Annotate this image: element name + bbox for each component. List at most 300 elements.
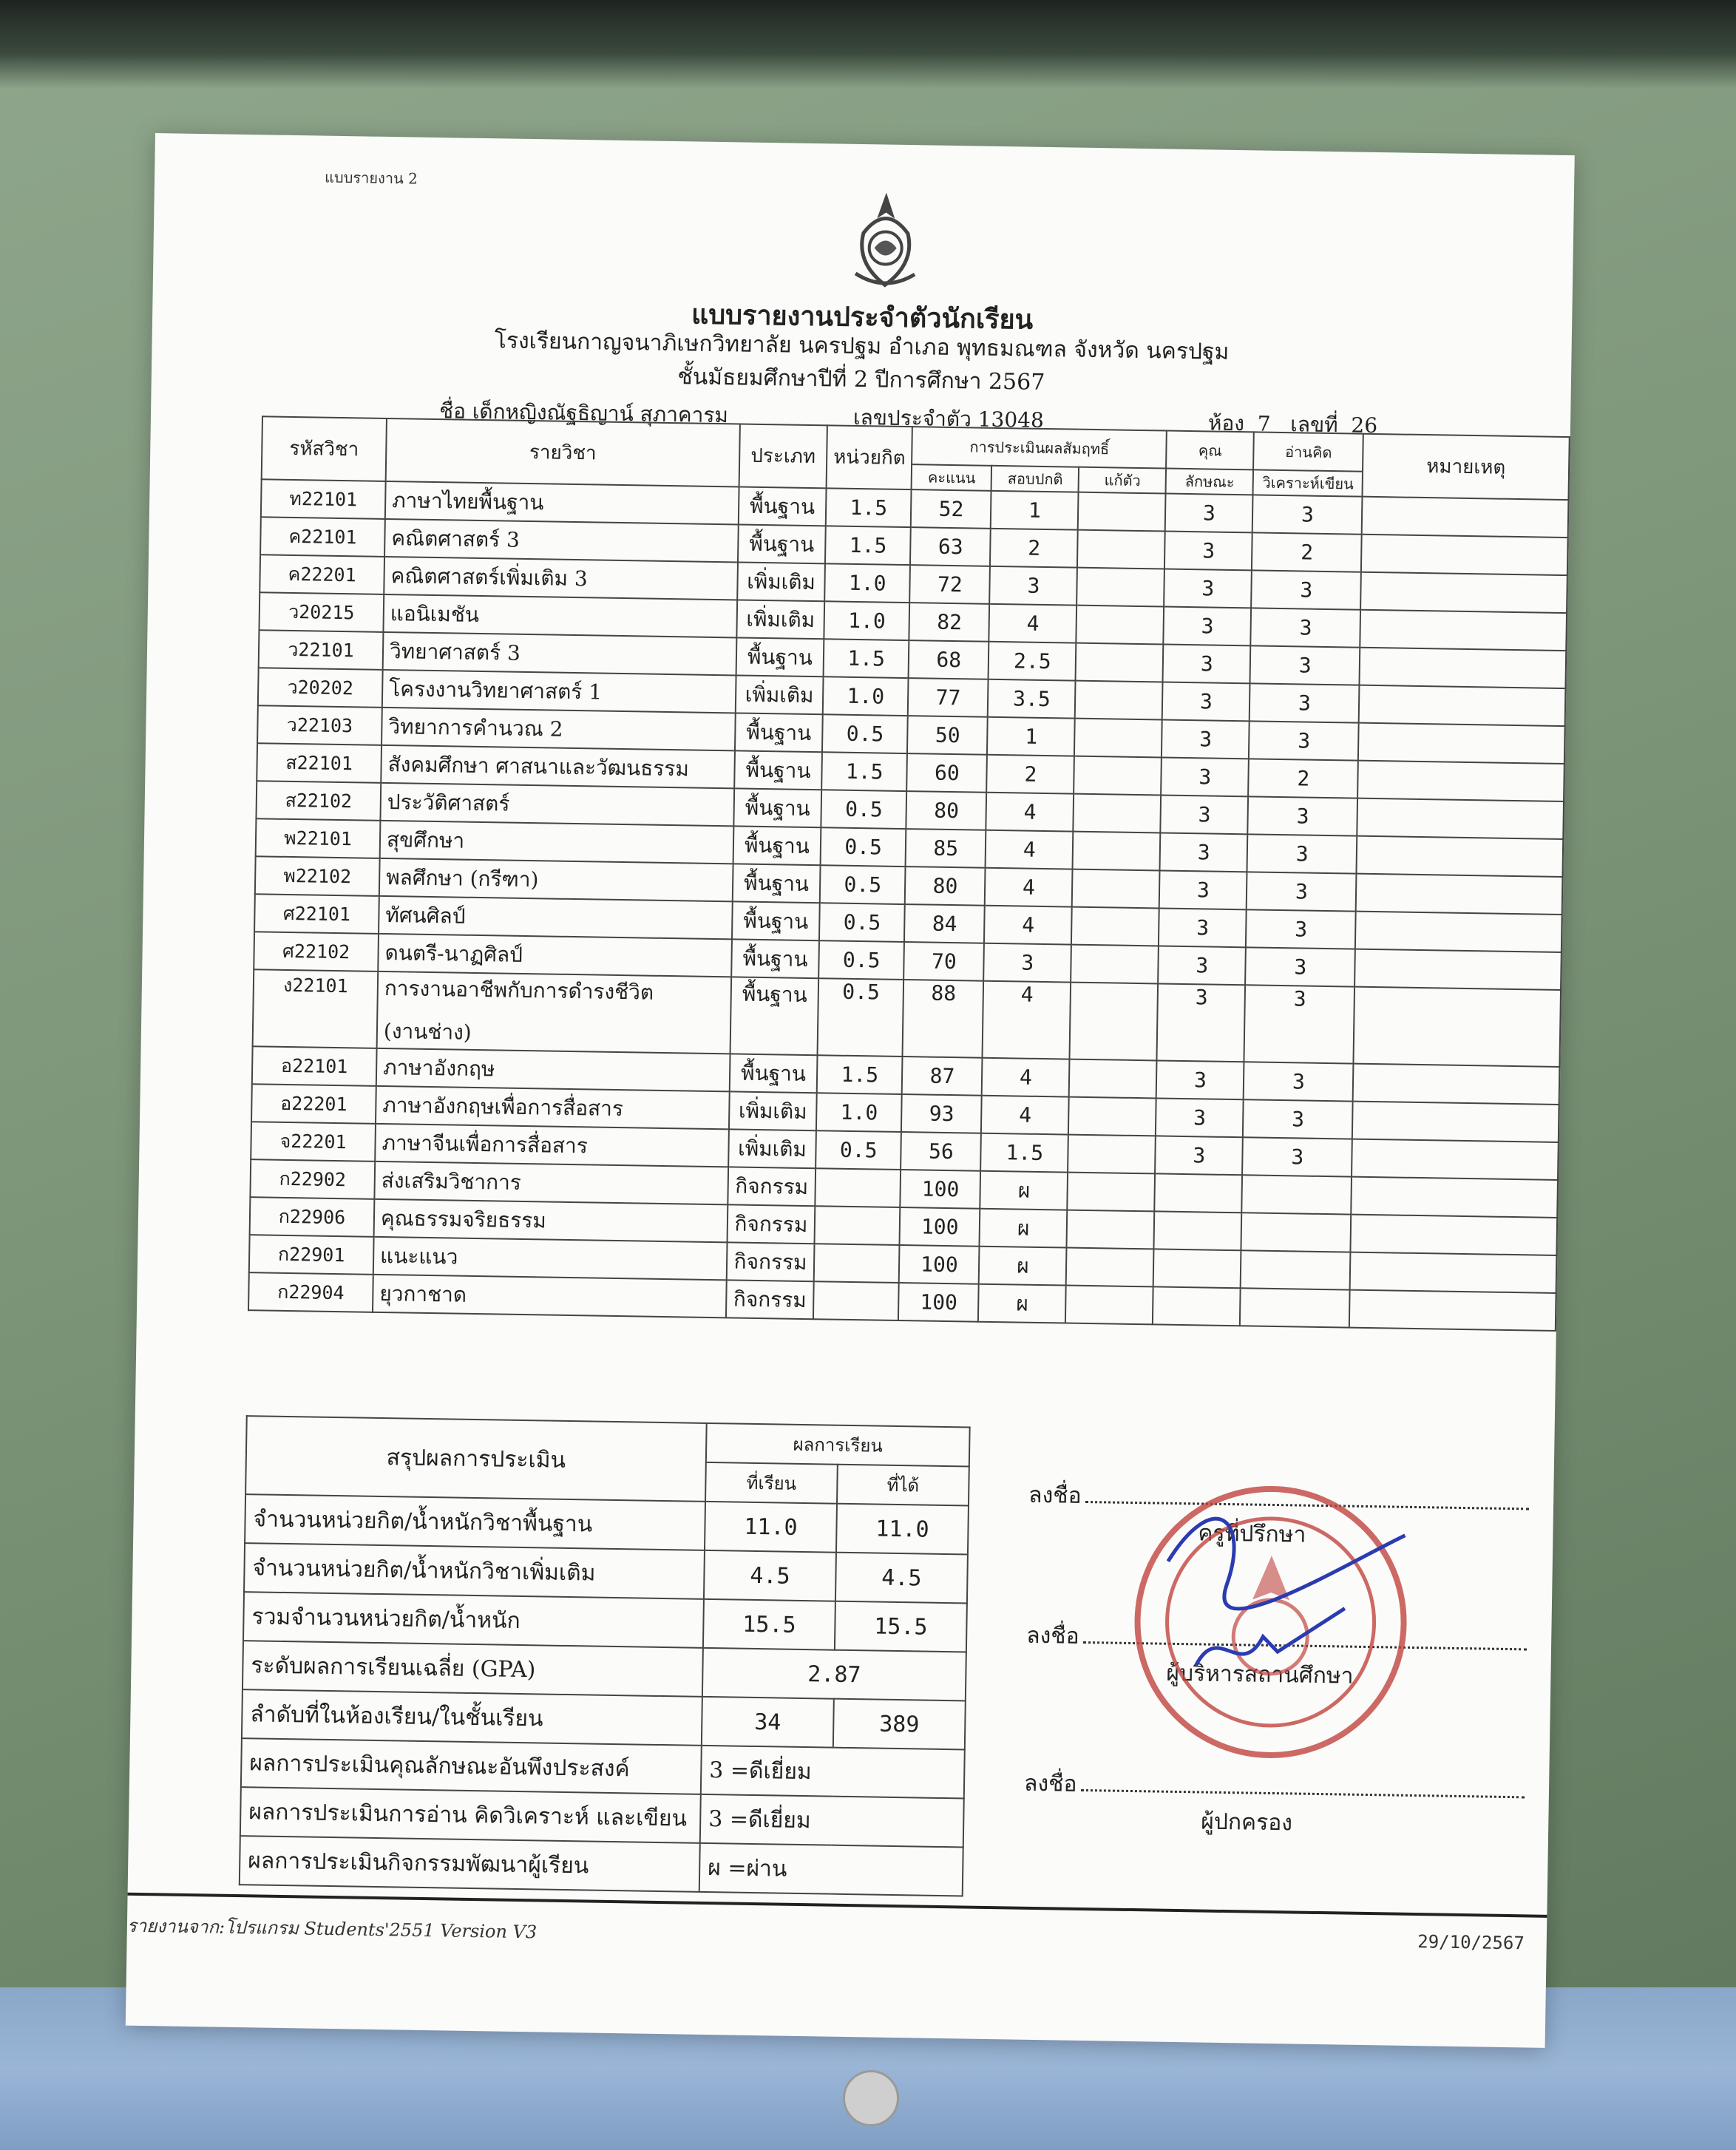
rank-room: 34 <box>702 1697 834 1748</box>
col-score: คะแนน <box>912 464 992 491</box>
cell-remark <box>1352 1102 1559 1142</box>
cell-retest <box>1071 907 1159 946</box>
cell-read: 2 <box>1252 532 1362 572</box>
col-read: วิเคราะห์เขียน <box>1253 469 1363 496</box>
extra-earned: 4.5 <box>835 1553 968 1604</box>
cell-read: 3 <box>1244 1062 1354 1101</box>
cell-code: ค22101 <box>260 517 385 557</box>
cell-retest <box>1068 1135 1156 1174</box>
cell-code: ก22902 <box>250 1159 375 1199</box>
cell-credits: 0.5 <box>816 1130 901 1170</box>
basic-earned: 11.0 <box>836 1504 969 1555</box>
cell-subject <box>376 1048 730 1092</box>
cell-remark <box>1350 1252 1556 1293</box>
total-label: รวมจำนวนหน่วยกิต/น้ำหนัก <box>243 1592 704 1648</box>
cell-type: พื้นฐาน <box>736 637 824 676</box>
cell-code: ว22103 <box>257 705 382 745</box>
rank-label: ลำดับที่ในห้องเรียน/ในชั้นเรียน <box>242 1689 702 1746</box>
cell-read: 3 <box>1247 872 1357 911</box>
cell-score: 80 <box>906 791 987 830</box>
cell-read: 3 <box>1243 1099 1353 1139</box>
cell-score: 63 <box>910 527 991 566</box>
cell-char: 3 <box>1155 1136 1243 1175</box>
cell-score: 88 <box>903 980 984 1058</box>
cell-score: 87 <box>902 1057 983 1096</box>
cell-grade: 3.5 <box>988 679 1076 719</box>
cell-score: 100 <box>898 1283 979 1322</box>
cell-type: พื้นฐาน <box>731 939 819 978</box>
subject-line-1: วิทยาการคำนวณ 2 <box>388 713 563 742</box>
cell-type: พื้นฐาน <box>733 864 821 903</box>
cell-retest <box>1072 869 1160 909</box>
cell-read: 3 <box>1246 909 1356 949</box>
cell-char <box>1154 1211 1242 1250</box>
basic-label: จำนวนหน่วยกิต/น้ำหนักวิชาพื้นฐาน <box>245 1494 705 1550</box>
cell-type: กิจกรรม <box>728 1204 816 1244</box>
cell-score: 68 <box>909 640 989 679</box>
cell-subject <box>379 858 733 902</box>
cell-char: 3 <box>1162 719 1250 759</box>
cell-subject <box>377 971 732 1054</box>
cell-char: 3 <box>1160 832 1248 872</box>
cell-remark <box>1361 535 1567 575</box>
cell-score: 82 <box>909 603 990 642</box>
subject-line-1: ภาษาอังกฤษ <box>382 1054 495 1081</box>
cell-read: 3 <box>1244 985 1355 1063</box>
parent-sign-line <box>1024 1766 1525 1809</box>
cell-grade: 4 <box>985 868 1073 907</box>
subject-line-1: คุณธรรมจริยธรรม <box>380 1205 547 1232</box>
cell-subject <box>381 745 735 789</box>
cell-code: ส22102 <box>256 781 381 821</box>
cell-score: 70 <box>904 942 985 981</box>
cell-grade: ผ <box>978 1284 1066 1323</box>
cell-score: 60 <box>907 753 988 793</box>
cell-subject <box>379 896 733 940</box>
cell-read: 3 <box>1248 796 1358 835</box>
cell-grade: 1.5 <box>980 1133 1068 1173</box>
col-retest: แก้ตัว <box>1079 467 1167 494</box>
cell-credits: 0.5 <box>820 865 906 904</box>
cell-credits: 1.5 <box>821 752 907 791</box>
char-label: ผลการประเมินคุณลักษณะอันพึงประสงค์ <box>241 1738 702 1794</box>
cell-subject <box>373 1275 727 1318</box>
cell-code: พ22102 <box>255 856 380 896</box>
cell-grade: 2 <box>990 529 1078 568</box>
cell-code: อ22101 <box>252 1046 377 1086</box>
cell-type: เพิ่มเติม <box>737 562 825 601</box>
room-label: ห้อง <box>1207 410 1245 436</box>
gpa-value: 2.87 <box>702 1648 966 1701</box>
col-code: รหัสวิชา <box>262 416 387 481</box>
subject-line-1: ส่งเสริมวิชาการ <box>381 1167 522 1195</box>
col-credits: หน่วยกิต <box>827 425 913 489</box>
cell-type: เพิ่มเติม <box>736 600 824 639</box>
number-label: เลขที่ <box>1290 412 1338 438</box>
cell-subject <box>382 708 736 751</box>
char-value: 3 =ดีเยี่ยม <box>701 1746 965 1799</box>
cell-code: อ22201 <box>251 1084 376 1124</box>
cell-score: 50 <box>907 716 988 755</box>
cell-remark <box>1352 1139 1558 1180</box>
cell-read <box>1241 1250 1351 1289</box>
col-subject: รายวิชา <box>386 418 740 486</box>
cell-score: 80 <box>905 867 986 906</box>
cell-credits: 1.5 <box>825 526 911 565</box>
cell-grade: 3 <box>984 943 1072 983</box>
cell-score: 56 <box>901 1132 981 1171</box>
cell-credits: 1.5 <box>824 639 909 678</box>
cell-retest <box>1066 1248 1154 1287</box>
cell-credits: 0.5 <box>821 827 906 867</box>
subject-line-1: โครงงานวิทยาศาสตร์ 1 <box>388 676 603 705</box>
total-attempted: 15.5 <box>703 1599 835 1650</box>
cell-char: 3 <box>1164 569 1252 608</box>
cell-credits: 0.5 <box>818 978 904 1057</box>
col-char-top: คุณ <box>1166 431 1254 470</box>
activity-label: ผลการประเมินกิจกรรมพัฒนาผู้เรียน <box>240 1836 700 1892</box>
cell-subject <box>378 934 732 977</box>
subject-line-2: (งานช่าง) <box>383 1019 472 1045</box>
cell-type: เพิ่มเติม <box>736 675 824 714</box>
cell-code: ศ22102 <box>254 932 379 971</box>
col-remark: หมายเหตุ <box>1363 434 1570 500</box>
cell-read: 3 <box>1250 645 1360 685</box>
cell-score: 100 <box>901 1170 981 1209</box>
cell-retest <box>1074 756 1162 796</box>
director-title: ผู้บริหารสถานศึกษา <box>1166 1660 1354 1689</box>
cell-credits: 1.0 <box>824 563 910 603</box>
cell-code: ส22101 <box>257 743 382 783</box>
cell-char: 3 <box>1156 1060 1244 1099</box>
subject-line-1: สังคมศึกษา ศาสนาและวัฒนธรรม <box>387 751 690 781</box>
summary-header-row <box>246 1416 970 1466</box>
cell-remark <box>1362 497 1568 538</box>
cell-remark <box>1351 1215 1557 1255</box>
cell-type: กิจกรรม <box>727 1242 815 1281</box>
cell-subject <box>376 1086 730 1130</box>
cell-retest <box>1074 794 1162 833</box>
cell-subject <box>380 821 734 864</box>
cell-code: ว20215 <box>259 592 384 632</box>
cell-char: 3 <box>1158 946 1246 985</box>
cell-char: 3 <box>1159 908 1247 947</box>
student-id: 13048 <box>977 407 1045 433</box>
room-value: 7 <box>1257 411 1271 436</box>
subject-line-1: วิทยาศาสตร์ 3 <box>389 638 521 665</box>
cell-credits <box>815 1168 901 1207</box>
cell-retest <box>1077 530 1165 569</box>
cell-grade: ผ <box>980 1209 1068 1248</box>
read-value: 3 =ดีเยี่ยม <box>700 1794 964 1848</box>
cell-code: ท22101 <box>261 479 386 519</box>
subject-line-1: สุขศึกษา <box>386 827 465 853</box>
cell-type: พื้นฐาน <box>733 826 821 865</box>
class-line: ชั้นมัธยมศึกษาปีที่ 2 ปีการศึกษา 2567 <box>677 364 1045 396</box>
sign-label-3: ลงชื่อ <box>1023 1770 1077 1797</box>
cell-subject <box>385 481 739 525</box>
cell-char: 3 <box>1163 645 1251 684</box>
cell-credits: 0.5 <box>819 903 905 942</box>
cell-char: 3 <box>1161 795 1249 834</box>
cell-remark <box>1353 1064 1559 1105</box>
cell-remark <box>1354 949 1561 990</box>
cell-credits: 1.0 <box>816 1093 902 1132</box>
cell-grade: 4 <box>983 981 1071 1059</box>
cell-read: 3 <box>1251 608 1361 647</box>
cell-subject <box>383 632 737 676</box>
cell-code: ก22906 <box>250 1197 375 1237</box>
extra-attempted: 4.5 <box>704 1550 836 1601</box>
cell-score: 100 <box>900 1207 980 1247</box>
cell-score: 93 <box>901 1094 982 1133</box>
cell-read <box>1240 1288 1350 1327</box>
cell-credits: 0.5 <box>822 714 908 753</box>
cell-char: 3 <box>1156 1098 1244 1137</box>
gpa-label: ระดับผลการเรียนเฉลี่ย (GPA) <box>243 1641 703 1697</box>
footer-program: รายงานจาก:โปรแกรม Students'2551 Version V3 <box>126 1915 538 1943</box>
cell-remark <box>1354 987 1561 1067</box>
cell-read: 3 <box>1242 1137 1352 1176</box>
cell-grade: 1 <box>991 491 1079 530</box>
cell-code: ง22101 <box>253 969 379 1048</box>
cell-code: ว20202 <box>258 668 383 708</box>
cell-remark <box>1349 1290 1556 1331</box>
cell-subject <box>384 557 738 600</box>
cell-subject <box>374 1162 728 1205</box>
cell-char: 3 <box>1159 870 1247 909</box>
cell-retest <box>1065 1286 1153 1325</box>
cell-remark <box>1357 798 1564 839</box>
student-name: เด็กหญิงณัฐธิญาน์ สุภาคารม <box>472 399 729 428</box>
school-stamp-icon <box>1120 1472 1420 1772</box>
cell-credits: 0.5 <box>821 790 906 829</box>
cell-remark <box>1355 912 1562 952</box>
cell-grade: 4 <box>982 1058 1070 1097</box>
col-char: ลักษณะ <box>1166 469 1254 495</box>
report-card-paper <box>126 133 1575 2048</box>
subject-line-1: คณิตศาสตร์ 3 <box>391 525 521 552</box>
cell-read: 3 <box>1245 947 1355 986</box>
col-grade: สอบปกติ <box>991 466 1079 492</box>
summary-row-activity <box>240 1836 963 1896</box>
col-read-top: อ่านคิด <box>1253 432 1363 471</box>
cell-retest <box>1074 719 1162 758</box>
id-label: เลขประจำตัว <box>852 404 972 432</box>
subject-line-1: แนะแนว <box>379 1243 458 1269</box>
cell-grade: 4 <box>989 604 1077 643</box>
cell-read: 3 <box>1249 721 1359 760</box>
cell-char: 3 <box>1162 682 1250 721</box>
cell-credits: 1.5 <box>826 488 912 527</box>
cell-score: 85 <box>906 829 986 868</box>
cell-remark <box>1360 572 1567 613</box>
parent-title: ผู้ปกครอง <box>1201 1808 1293 1837</box>
subject-line-1: คณิตศาสตร์เพิ่มเติม 3 <box>390 563 588 591</box>
cell-code: ค22201 <box>260 555 384 594</box>
cell-code: ก22904 <box>248 1272 373 1312</box>
cell-retest <box>1073 832 1161 871</box>
cell-grade: 4 <box>984 906 1072 945</box>
cell-type: พื้นฐาน <box>732 901 820 940</box>
subject-line-1: ดนตรี-นาฏศิลป์ <box>384 940 523 967</box>
cell-score: 72 <box>910 565 991 604</box>
cell-code: จ22201 <box>251 1122 376 1162</box>
summary-title: สรุปผลการประเมิน <box>245 1416 707 1502</box>
cell-retest <box>1071 945 1159 984</box>
cell-score: 84 <box>904 904 985 943</box>
table-glass-edge <box>0 0 1736 89</box>
cell-code: ศ22101 <box>254 894 379 934</box>
cell-retest <box>1076 568 1164 607</box>
subject-line-1: ภาษาอังกฤษเพื่อการสื่อสาร <box>382 1092 624 1121</box>
cell-retest <box>1068 1097 1156 1136</box>
cell-code: ว22101 <box>259 630 384 670</box>
summary-table <box>239 1415 971 1896</box>
total-earned: 15.5 <box>835 1601 967 1652</box>
cell-type: พื้นฐาน <box>739 486 827 526</box>
footer-date: 29/10/2567 <box>1417 1931 1525 1954</box>
cell-credits: 1.0 <box>823 676 909 716</box>
number-value: 26 <box>1351 413 1378 438</box>
cell-char <box>1153 1286 1241 1326</box>
attempted-header: ที่เรียน <box>705 1462 838 1504</box>
school-line: โรงเรียนกาญจนาภิเษกวิทยาลัย นครปฐม อำเภอ พุทธมณฑล จังหวัด นครปฐม <box>494 328 1230 365</box>
cell-code: พ22101 <box>256 818 381 858</box>
cell-read: 3 <box>1247 834 1357 873</box>
grades-body <box>248 479 1568 1331</box>
basic-attempted: 11.0 <box>705 1502 837 1553</box>
cell-retest <box>1069 1059 1157 1099</box>
cell-remark <box>1357 761 1564 801</box>
read-label: ผลการประเมินการอ่าน คิดวิเคราะห์ และเขียน <box>240 1787 701 1843</box>
cell-read <box>1242 1175 1352 1214</box>
cell-type: เพิ่มเติม <box>729 1091 817 1130</box>
cell-char: 3 <box>1161 757 1249 796</box>
cell-subject <box>380 783 734 827</box>
cell-char: 3 <box>1165 494 1253 533</box>
cell-subject <box>384 519 739 563</box>
cell-type: พื้นฐาน <box>734 750 822 790</box>
cell-credits: 1.5 <box>817 1055 903 1094</box>
cell-type: พื้นฐาน <box>735 713 823 752</box>
cell-credits: 0.5 <box>818 940 904 980</box>
cell-retest <box>1068 1173 1156 1212</box>
cell-type: กิจกรรม <box>728 1167 816 1206</box>
cell-retest <box>1076 643 1164 682</box>
school-emblem-icon <box>841 189 931 294</box>
cell-credits <box>813 1281 899 1320</box>
report-title: แบบรายงานประจำตัวนักเรียน <box>691 299 1034 336</box>
cell-remark <box>1352 1177 1558 1218</box>
cell-remark <box>1360 610 1567 651</box>
results-header: ผลการเรียน <box>706 1423 970 1467</box>
cell-read: 3 <box>1251 570 1361 609</box>
subject-line-1: พลศึกษา (กรีฑา) <box>385 864 539 892</box>
subject-line-1: ภาษาไทยพื้นฐาน <box>391 487 544 515</box>
cell-grade: 1 <box>987 717 1075 756</box>
cell-remark <box>1357 836 1563 877</box>
sign-label-1: ลงชื่อ <box>1028 1482 1082 1509</box>
cell-grade: 3 <box>990 566 1078 606</box>
grades-table <box>248 416 1570 1332</box>
subject-line-1: ภาษาจีนเพื่อการสื่อสาร <box>382 1130 589 1158</box>
cell-retest <box>1075 681 1163 720</box>
cell-type: กิจกรรม <box>726 1280 814 1319</box>
cell-grade: 4 <box>986 793 1074 832</box>
subject-line-1: แอนิเมชัน <box>390 600 480 627</box>
cell-read: 3 <box>1250 683 1360 722</box>
cell-remark <box>1360 648 1566 688</box>
rank-class: 389 <box>833 1699 966 1750</box>
activity-value: ผ =ผ่าน <box>699 1843 963 1896</box>
subject-line-1: ประวัติศาสตร์ <box>387 789 510 816</box>
cell-grade: 2 <box>987 755 1075 794</box>
form-id: แบบรายงาน 2 <box>324 168 418 188</box>
col-type: ประเภท <box>739 424 827 488</box>
cell-credits <box>815 1206 901 1245</box>
cell-credits: 1.0 <box>824 601 909 640</box>
cell-retest <box>1078 492 1166 532</box>
cell-char: 3 <box>1157 983 1246 1062</box>
cell-subject <box>375 1124 729 1167</box>
cell-char <box>1155 1173 1243 1213</box>
cell-grade: ผ <box>980 1171 1068 1210</box>
cell-type: พื้นฐาน <box>738 524 826 563</box>
cell-retest <box>1076 606 1164 645</box>
cell-read: 2 <box>1248 759 1358 798</box>
cell-remark <box>1359 685 1565 726</box>
cell-char: 3 <box>1164 607 1252 646</box>
cell-credits <box>814 1244 900 1283</box>
col-assessment: การประเมินผลสัมฤทธิ์ <box>912 427 1167 468</box>
cell-type: พื้นฐาน <box>730 977 819 1055</box>
cell-subject <box>382 670 736 713</box>
cell-remark <box>1358 723 1564 764</box>
cell-type: เพิ่มเติม <box>728 1129 816 1168</box>
cell-score: 100 <box>899 1245 980 1284</box>
cell-subject <box>373 1237 728 1281</box>
cell-char <box>1153 1249 1241 1288</box>
cell-retest <box>1067 1210 1155 1249</box>
cell-subject <box>374 1199 728 1243</box>
cell-grade: 2.5 <box>989 642 1076 681</box>
subject-line-1: ทัศนศิลป์ <box>385 902 466 929</box>
cell-grade: ผ <box>979 1247 1067 1286</box>
subject-line-1: การงานอาชีพกับการดำรงชีวิต <box>384 976 654 1005</box>
subject-line-1: ยุวกาชาด <box>379 1281 467 1307</box>
cell-read <box>1241 1213 1352 1252</box>
name-label: ชื่อ <box>438 399 467 424</box>
cell-code: ก22901 <box>249 1235 374 1275</box>
cell-read: 3 <box>1252 495 1363 534</box>
cell-subject <box>383 594 737 638</box>
earned-header: ที่ได้ <box>837 1465 969 1506</box>
cell-char: 3 <box>1164 532 1252 571</box>
cell-grade: 4 <box>986 830 1074 869</box>
cell-type: พื้นฐาน <box>730 1054 818 1093</box>
cell-score: 77 <box>908 678 989 717</box>
cell-remark <box>1356 874 1562 915</box>
sign-label-2: ลงชื่อ <box>1025 1622 1079 1649</box>
cell-grade: 4 <box>981 1096 1069 1135</box>
extra-label: จำนวนหน่วยกิต/น้ำหนักวิชาเพิ่มเติม <box>244 1543 705 1599</box>
advisor-title: ครูที่ปรึกษา <box>1198 1520 1306 1548</box>
cell-score: 52 <box>911 489 991 529</box>
shirt-button <box>843 2070 899 2126</box>
cell-type: พื้นฐาน <box>733 788 821 827</box>
cell-retest <box>1070 983 1159 1061</box>
